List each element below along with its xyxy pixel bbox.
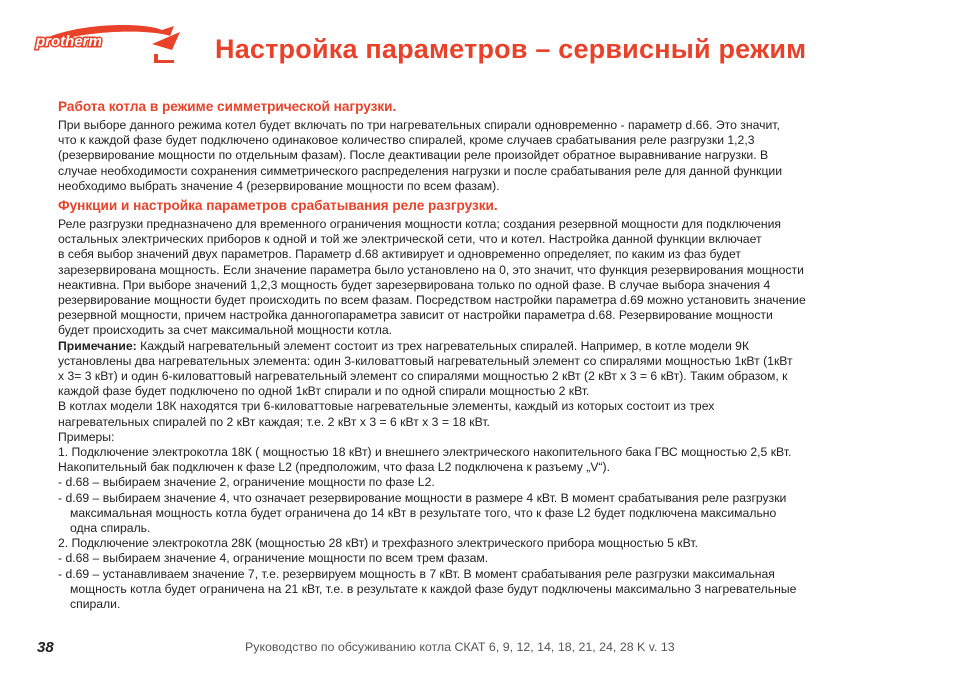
section-heading-relay-functions: Функции и настройка параметров срабатывания реле разгрузки. xyxy=(58,198,498,214)
footer-text: Руководство по обсуживанию котла СКАТ 6, 9, 12, 14, 18, 21, 24, 28 K v. 13 xyxy=(245,640,675,654)
note-label: Примечание: xyxy=(58,338,137,353)
example-line: Накопительный бак подключен к фазе L2 (предположим, что фаза L2 подключена к разъему „V“). xyxy=(58,460,610,475)
example-line: - d.68 – выбираем значение 2, ограничение мощности по фазе L2. xyxy=(58,475,435,490)
text-line: зарезервирована мощность. Если значение параметра было установлено на 0, это значит, что функция резервирования мощности xyxy=(58,262,804,277)
example-line: - d.69 – выбираем значение 4, что означает резервирование мощности в размере 4 кВт. В момент срабатывания реле разгрузки xyxy=(58,490,787,505)
text-line: При выборе данного режима котел будет включать по три нагревательных спирали одновременно - параметр d.66. Это значит, xyxy=(58,118,780,132)
text-line: будет происходить за счет максимальной мощности котла. xyxy=(58,323,392,338)
page-number: 38 xyxy=(37,639,54,656)
text-line: в себя выбор значений двух параметров. Параметр d.68 активирует и одновременно определяет, по каким из фаз будет xyxy=(58,247,741,262)
example-line: 2. Подключение электрокотла 28К (мощностью 28 кВт) и трехфазного электрического прибора мощностью 5 кВт. xyxy=(58,536,698,551)
text-line: неактивна. При выборе значений 1,2,3 мощность будет зарезервирована только по одной фазе. В случае выбора значения 4 xyxy=(58,277,771,292)
text-line: резервирование мощности будет происходить по всем фазам. Посредством настройки параметра d.69 можно установить значение xyxy=(58,293,806,308)
text-line: резервной мощности, причем настройка данногопараметра зависит от настройки параметра d.68. Резервирование мощности xyxy=(58,308,773,323)
text-line: В котлах модели 18К находятся три 6-киловаттовые нагревательные элементы, каждый из которых состоит из трех xyxy=(58,399,715,414)
page-title: Настройка параметров – сервисный режим xyxy=(215,34,807,64)
protherm-logo xyxy=(34,20,184,66)
text-line: Реле разгрузки предназначено для временного ограничения мощности котла; создания резервной мощности для подключения xyxy=(58,217,782,232)
example-line: максимальная мощность котла будет ограничена до 14 кВт в результате того, что к фазе L2 будет подключена максимально xyxy=(70,505,777,520)
example-line: - d.69 – устанавливаем значение 7, т.е. резервируем мощность в 7 кВт. В момент срабатывания реле разгрузки максимальная xyxy=(58,566,775,581)
text-line: (резервирование мощности по отдельным фазам). После деактивации реле произойдет обратное выравнивание нагрузки. В xyxy=(58,148,769,163)
text-line: остальных электрических приборов к одной и той же электрической сети, что и котел. Настройка данной функции включает xyxy=(58,232,762,247)
page-content xyxy=(58,98,913,612)
text-line: нагревательных спиралей по 2 кВт каждая; т.е. 2 кВт x 3 = 6 кВт x 3 = 18 кВт. xyxy=(58,414,490,429)
text-line: установлены два нагревательных элемента: один 3-киловаттовый нагревательный элемент со спиралями мощностью 1кВт (1кВт xyxy=(58,353,793,368)
svg-text:protherm: protherm xyxy=(36,33,102,50)
example-line: одна спираль. xyxy=(70,521,151,536)
note-line xyxy=(58,339,913,354)
section-symmetric-load-body xyxy=(58,118,913,194)
text-line: случае необходимости сохранения симметрического распределения нагрузки и после срабатывания реле для данной функции xyxy=(58,163,783,178)
text-line: необходимо выбрать значение 4 (резервирование мощности по всем фазам). xyxy=(58,178,500,193)
example-line: 1. Подключение электрокотла 18К ( мощностью 18 кВт) и внешнего электрического накопительного бака ГВС мощностью 2,5 кВт. xyxy=(58,445,792,460)
example-line: мощность котла будет ограничена на 21 кВт, т.е. в результате к каждой фазе будут подключены максимально 3 нагревательные xyxy=(70,581,797,596)
text-line: что к каждой фазе будет подключено одинаковое количество спиралей, кроме случаев срабатывания реле разгрузки 1,2,3 xyxy=(58,133,755,148)
section-relay-functions-body xyxy=(58,217,913,612)
section-heading-symmetric-load: Работа котла в режиме симметрической нагрузки. xyxy=(58,99,397,114)
text-line: каждой фазе будет подключено по одной 1кВт спирали и по одной спирали мощностью 2 кВт. xyxy=(58,384,590,399)
examples-label: Примеры: xyxy=(58,429,115,444)
text-line: x 3= 3 кВт) и один 6-киловаттовый нагревательный элемент со спиралями мощностью 2 кВт (2 кВт x 3 = 6 кВт). Таким образом, к xyxy=(58,369,788,384)
note-text: Каждый нагревательный элемент состоит из трех нагревательных спиралей. Например, в котле модели 9К xyxy=(136,338,750,353)
example-line: - d.68 – выбираем значение 4, ограничение мощности по всем трем фазам. xyxy=(58,551,489,566)
example-line: спирали. xyxy=(70,597,121,612)
